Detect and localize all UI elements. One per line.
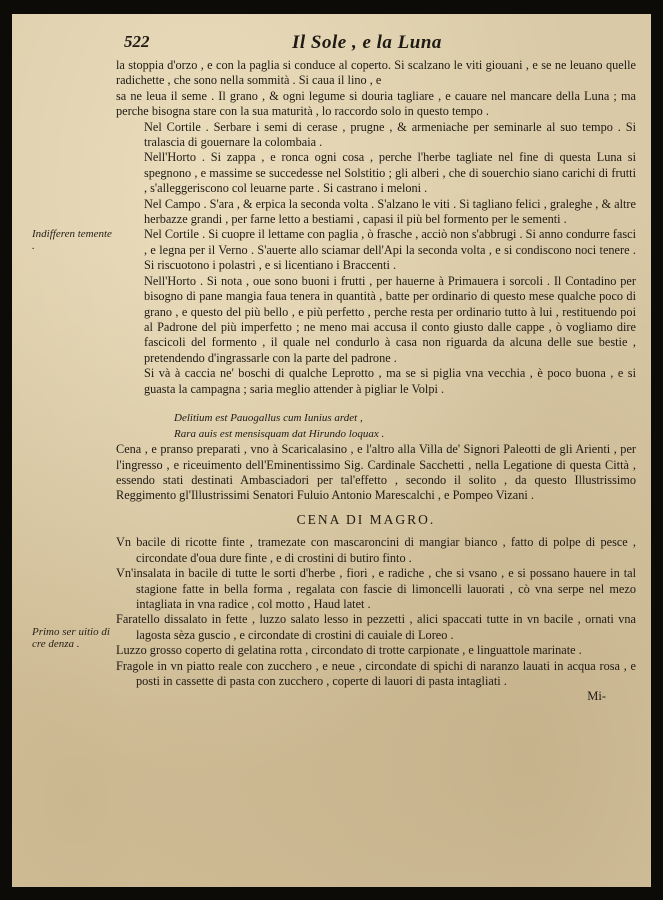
menu-item: Vn bacile di ricotte finte , tramezate con mascaroncini di mangiar bianco , fatto di polpe di pesce , circondate d'oua dure finte , e di crostini di butiro finto . [116, 535, 636, 565]
book-page [12, 14, 651, 887]
margin-note-primo-servitio: Primo ser uitio di cre denza . [32, 626, 110, 650]
page-header [124, 32, 644, 56]
paragraph: la stoppia d'orzo , e con la paglia si conduce al coperto. Si scalzano le viti giouani , e se ne leuano quelle radichette , che sono nella sommità . Si caua il lino , e [116, 58, 636, 88]
paragraph-caccia: Si và à caccia ne' boschi di qualche Leprotto , ma se si piglia vna vecchia , è poco buona , e si guasta la campagna ; saria meglio attender à pigliar le Volpi . [144, 366, 636, 396]
paragraph-horto-2: Nell'Horto . Si nota , oue sono buoni i frutti , per hauerne à Primauera i sorcoli . Il Contadino per bisogno di pane mangia faua tenera in quantità , batte per ordinario di questo mese qualche poco di grano , e questo del più bello , e più perfetto , perche resta per ordinario tutto à lui , restituendo poi al Padrone del più imperfetto ; ne meno mai accusa il conto giusto dalle cappe , ò vogliamo dire fascicoli del formento , il quale nel condurlo à casa non riguarda da alcuna delle sue bestie , pretendendo d'ingrassarle con la parte del padrone . [144, 273, 636, 365]
paragraph-horto: Nell'Horto . Si zappa , e ronca ogni cosa , perche l'herbe tagliate nel fine di questa Luna si spegnono , e massime se succedesse nel Solstitio ; gli alberi , che di souerchio siano carichi di frutti , s'alleggeriscono col leuarne parte . Si castrano i meloni . [144, 150, 636, 196]
menu-item: Faratello dissalato in fette , luzzo salato lesso in pezzetti , alici spaccati tutte in vn bacile , ornati vna lagosta sèza guscio , e circondate di crostini di cauiale di Loreo . [116, 612, 636, 642]
paragraph-campo: Nel Campo . S'ara , & erpica la seconda volta . S'alzano le viti . Si tagliano felici , graleghe , & altre herbazze grandi , per farne letto a bestiami , capasi il più bel formento per le sementi . [144, 196, 636, 227]
page-number: 522 [124, 32, 150, 51]
menu-item: Luzzo grosso coperto di gelatina rotta , circondato di trotte carpionate , e linguattole marinate . [116, 643, 582, 658]
catchword: Mi- [587, 689, 606, 704]
section-title: CENA DI MAGRO. [296, 511, 436, 527]
running-head: Il Sole , e la Luna [292, 32, 442, 53]
paragraph-cortile: Nel Cortile . Serbare i semi di cerase , prugne , & armeniache per seminarle al suo tempo . Si tralascia di gouernare la colombaia . [144, 119, 636, 150]
menu-item: Vn'insalata in bacile di tutte le sorti d'herbe , fiori , e radiche , che si vsano , e si possano hauere in tal stagione fatte in bella forma , regalata con fascie di limoncelli lauorati , cò vna serpe nel mezo intagliata in vna radice , col motto , Haud latet . [116, 566, 636, 611]
paragraph-cortile-2: Nel Cortile . Si cuopre il lettame con paglia , ò frasche , acciò non s'abbrugi . Si anno condurre fasci , e legna per il Verno . S'auerte allo sciamar dell'Api la seconda volta , e si condiscono noci tenere . Si riscuotono i polastri , e si licentiano i Braccenti . [144, 227, 636, 273]
dinner-paragraph: Cena , e pranso preparati , vno à Scaricalasino , e l'altro alla Villa de' Signori Paleotti de gli Arienti , per l'ingresso , e riceuimento dell'Eminentissimo Sig. Cardinale Sacchetti , nella Legatione di questa Città , essendo stati destinati Ambasciadori per tal'effetto , secondo il solito , da questo Illustrissimo Reggimento gl'Illustrissimi Senatori Fuluio Antonio Marescalchi , e Pompeo Vizani . [116, 442, 636, 503]
page-body [116, 58, 636, 705]
menu-item: Fragole in vn piatto reale con zucchero , e neue , circondate di spichi di naranzo lauati in acqua rosa , e posti in cassette di pasta con zucchero , coperte di lauori di pasta intagliati . [116, 658, 636, 688]
margin-note-indifferentemente: Indifferen temente . [32, 228, 112, 252]
verse-line: Rara auis est mensisquam dat Hirundo loquax . [174, 427, 385, 440]
verse-line: Delitium est Pauogallus cum Iunius ardet , [174, 411, 363, 424]
paragraph: sa ne leua il seme . Il grano , & ogni legume si douria tagliare , e cauare nel mancare della Luna ; ma perche bisogna stare con la sua maturità , lo raccordo solo in questo tempo . [116, 88, 636, 119]
